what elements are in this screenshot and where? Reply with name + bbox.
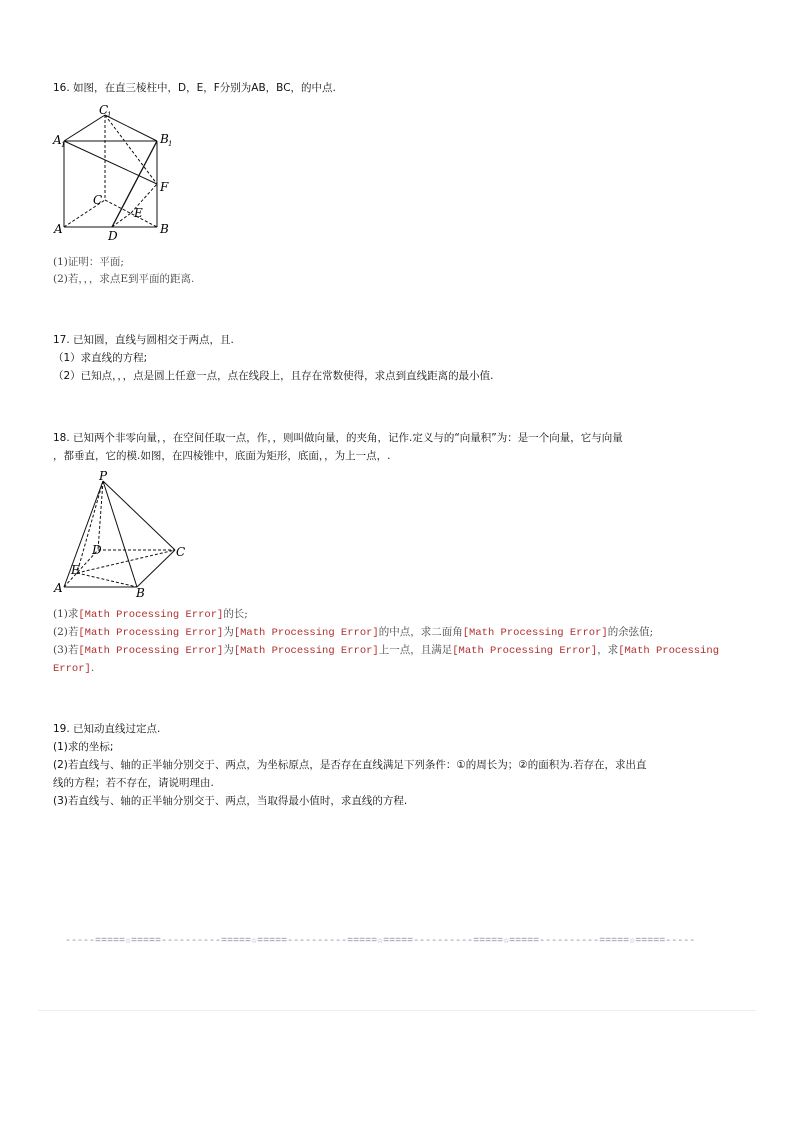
q18-part1 — [53, 607, 248, 622]
q19-part2-line1: (2)若直线与、轴的正半轴分别交于、两点，为坐标原点，是否存在直线满足下列条件：①的周长为；②的面积为.若存在，求出直 — [53, 759, 647, 771]
text: . — [90, 662, 95, 674]
text: (2)若 — [53, 626, 79, 638]
q19-part3: (3)若直线与、轴的正半轴分别交于、两点，当取得最小值时，求直线的方程. — [53, 795, 408, 807]
label-c: C — [176, 545, 186, 559]
math-error: Error] — [53, 663, 91, 675]
q16-title: 16. 如图，在直三棱柱中，D，E，F分别为AB，BC，的中点. — [53, 82, 336, 94]
q17-title: 17. 已知圆，直线与圆相交于两点，且. — [53, 334, 234, 346]
q19-part2-line2: 线的方程；若不存在，请说明理由. — [53, 777, 214, 789]
section-divider: -----=====☆=====----------=====☆=====----------=====☆=====----------=====☆=====----------=====☆=====----- — [65, 936, 696, 947]
label-b1-sub: 1 — [168, 140, 173, 148]
label-e: E — [71, 563, 80, 577]
label-e: E — [134, 206, 143, 220]
text: (1)求 — [53, 608, 79, 620]
label-a1: A — [53, 133, 62, 147]
q18-part3-line1 — [53, 643, 719, 658]
q16-part2: (2)若，，，求点E到平面的距离. — [53, 273, 195, 285]
text: (3)若 — [53, 644, 79, 656]
label-b: B — [136, 586, 145, 600]
label-f: F — [160, 180, 169, 194]
math-error: [Math Processing Error] — [233, 645, 379, 657]
text: 为 — [223, 644, 234, 656]
q18-part2 — [53, 625, 653, 640]
footer-rule — [38, 1010, 756, 1011]
text: 为 — [223, 626, 234, 638]
label-c1-sub: 1 — [107, 111, 112, 119]
q16-prism-figure — [50, 100, 180, 245]
text: 的中点，求二面角 — [378, 626, 463, 638]
label-b: B — [160, 222, 169, 236]
math-error: [Math Processing Error] — [233, 627, 379, 639]
label-c1: C — [99, 103, 109, 117]
q18-line1: 18. 已知两个非零向量，，在空间任取一点，作，，则叫做向量，的夹角，记作.定义与的“向量积”为：是一个向量，它与向量 — [53, 432, 623, 444]
text: 的余弦值; — [607, 626, 654, 638]
label-c: C — [93, 193, 103, 207]
label-a: A — [54, 222, 63, 236]
label-a: A — [54, 581, 63, 595]
q18-pyramid-figure — [50, 470, 190, 605]
q18-line2: ，都垂直，它的模.如图，在四棱锥中，底面为矩形，底面，，为上一点，. — [53, 450, 391, 462]
math-error: [Math Processing — [618, 645, 720, 657]
math-error: [Math Processing Error] — [452, 645, 598, 657]
math-error: [Math Processing Error] — [78, 609, 224, 621]
label-d: D — [92, 543, 102, 557]
q16-part1: (1)证明：平面; — [53, 256, 124, 268]
q17-part2: （2）已知点，，，点是圆上任意一点，点在线段上，且存在常数使得，求点到直线距离的最小值. — [53, 370, 494, 382]
q19-part1: (1)求的坐标; — [53, 741, 114, 753]
math-error: [Math Processing Error] — [462, 627, 608, 639]
label-b1: B — [160, 132, 169, 146]
text: ，求 — [597, 644, 619, 656]
label-p: P — [99, 470, 108, 483]
q19-title: 19. 已知动直线过定点. — [53, 723, 161, 735]
text: 上一点，且满足 — [378, 644, 453, 656]
text: 的长; — [223, 608, 248, 620]
q18-part3-line2 — [53, 661, 94, 676]
label-d: D — [108, 229, 118, 243]
q17-part1: （1）求直线的方程; — [53, 352, 148, 364]
label-a1-sub: 1 — [61, 141, 66, 149]
math-error: [Math Processing Error] — [78, 645, 224, 657]
math-error: [Math Processing Error] — [78, 627, 224, 639]
